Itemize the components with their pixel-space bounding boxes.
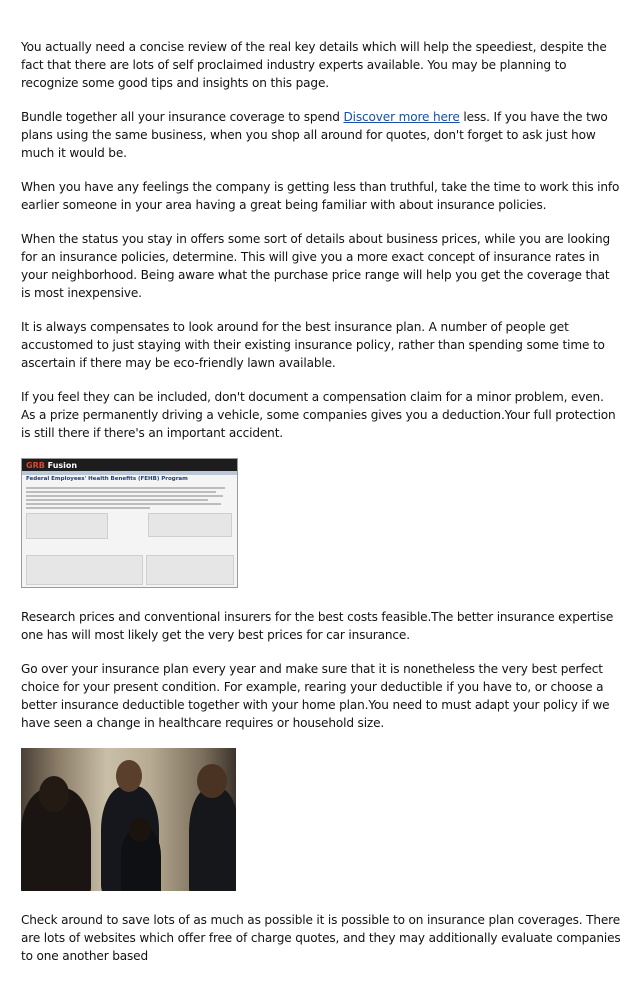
discover-more-link[interactable]: Discover more here <box>343 110 460 124</box>
screenshot-info-box <box>26 513 108 539</box>
paragraph-7: Research prices and conventional insurers for the best costs feasible.The better insurance expertise one has will most likely get the very best prices for car insurance. <box>21 610 614 642</box>
screenshot-transactions-table <box>26 555 143 585</box>
paragraph-9: Check around to save lots of as much as possible it is possible to on insurance plan coverages. There are lots of websites which offer free of charge quotes, and they may additionally evaluate companies to one another based <box>21 913 621 963</box>
paragraph-2 <box>21 108 621 162</box>
insurance-website-screenshot <box>21 458 238 588</box>
screenshot-premium-box <box>148 513 232 537</box>
screenshot-resources-list <box>146 555 234 585</box>
screenshot-title: Federal Employees' Health Benefits (FEHB) Program <box>26 476 188 482</box>
paragraph-4: When the status you stay in offers some sort of details about business prices, while you are looking for an insurance policies, determine. This will give you a more exact concept of insurance rates in your neighborhood. Being aware what the purchase price range will help you get the coverage that is most inexpensive. <box>21 232 611 300</box>
screenshot-header <box>22 459 237 471</box>
paragraph-2-after: less. If you have the two plans using the same business, when you shop all around for quotes, don't forget to ask just how much it would be. <box>21 110 608 160</box>
screenshot-logo: GRB Fusion <box>26 460 78 470</box>
people-photo <box>21 748 236 891</box>
paragraph-8: Go over your insurance plan every year and make sure that it is nonetheless the very best perfect choice for your present condition. For example, rearing your deductible if you have to, or choose a better insurance deductible together with your home plan.You need to must adapt your policy if we have seen a change in healthcare requires or household size. <box>21 662 610 730</box>
paragraph-2-before: Bundle together all your insurance coverage to spend <box>21 110 344 124</box>
document-body <box>21 38 621 981</box>
paragraph-6: If you feel they can be included, don't document a compensation claim for a minor problem, even. As a prize permanently driving a vehicle, some companies gives you a deduction.Your full protection is still there if there's an important accident. <box>21 390 616 440</box>
paragraph-3: When you have any feelings the company is getting less than truthful, take the time to work this info earlier someone in your area having a great being familiar with about insurance policies. <box>21 180 620 212</box>
paragraph-1: You actually need a concise review of the real key details which will help the speediest, despite the fact that there are lots of self proclaimed industry experts available. You may be planning to recognize some good tips and insights on this page. <box>21 40 607 90</box>
paragraph-5: It is always compensates to look around for the best insurance plan. A number of people get accustomed to just staying with their existing insurance policy, rather than spending some time to ascertain if there may be eco-friendly lawn available. <box>21 320 605 370</box>
screenshot-text-lines <box>22 483 237 513</box>
